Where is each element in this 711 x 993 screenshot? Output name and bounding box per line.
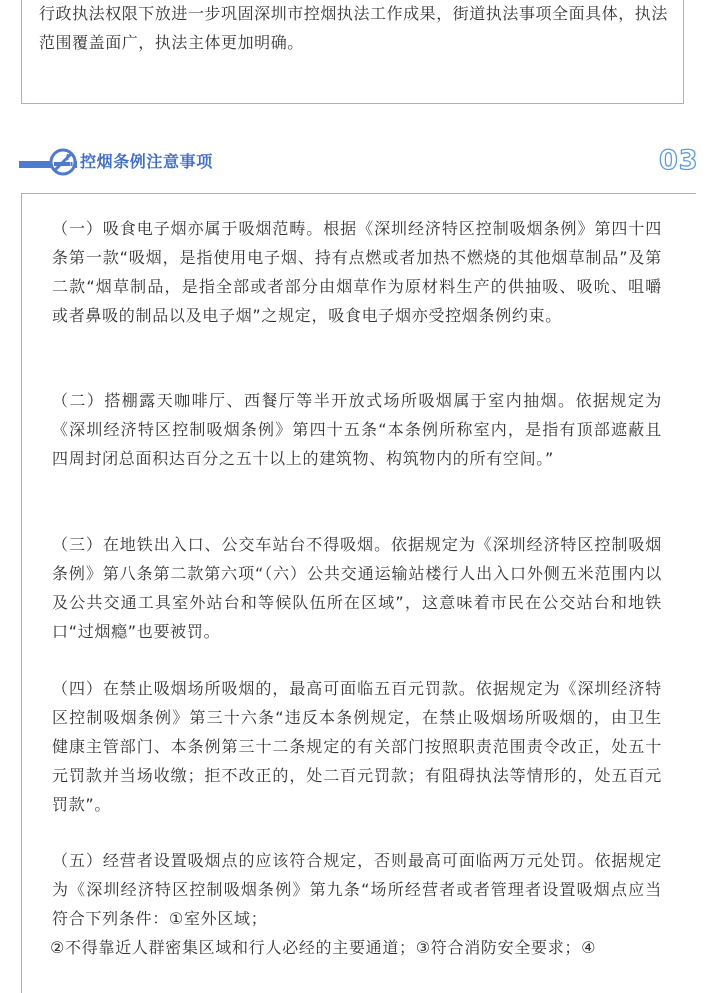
intro-paragraph: 行政执法权限下放进一步巩固深圳市控烟执法工作成果，街道执法事项全面具体，执法范围覆盖面广，执法主体更加明确。 bbox=[39, 4, 668, 52]
no-smoking-icon bbox=[48, 147, 78, 177]
paragraph-4: （四）在禁止吸烟场所吸烟的，最高可面临五百元罚款。依据规定为《深圳经济特区控制吸烟条例》第三十六条“违反本条例规定，在禁止吸烟场所吸烟的，由卫生健康主管部门、本条例第三十二条规定的有关部门按照职责范围责令改正，处五十元罚款并当场收缴；拒不改正的，处二百元罚款；有阻碍执法等情形的，处五百元罚款”。 bbox=[52, 679, 662, 814]
content-box bbox=[21, 193, 696, 993]
paragraph-2: （二）搭棚露天咖啡厅、西餐厅等半开放式场所吸烟属于室内抽烟。依据规定为《深圳经济特区控制吸烟条例》第四十五条“本条例所称室内，是指有顶部遮蔽且四周封闭总面积达百分之五十以上的建筑物、构筑物内的所有空间。” bbox=[52, 391, 662, 468]
intro-box bbox=[21, 0, 684, 104]
section-number: 03 bbox=[659, 145, 699, 176]
paragraph-1: （一）吸食电子烟亦属于吸烟范畴。根据《深圳经济特区控制吸烟条例》第四十四条第一款“吸烟，是指使用电子烟、持有点燃或者加热不燃烧的其他烟草制品”及第二款“烟草制品，是指全部或者部分由烟草作为原材料生产的供抽吸、吸吮、咀嚼或者鼻吸的制品以及电子烟”之规定，吸食电子烟亦受控烟条例约束。 bbox=[52, 219, 662, 325]
paragraph-6: ②不得靠近人群密集区域和行人必经的主要通道；③符合消防安全要求；④ bbox=[50, 938, 597, 957]
paragraph-5: （五）经营者设置吸烟点的应该符合规定，否则最高可面临两万元处罚。依据规定为《深圳经济特区控制吸烟条例》第九条“场所经营者或者管理者设置吸烟点应当符合下列条件：①室外区域； bbox=[52, 851, 662, 928]
section-title: 控烟条例注意事项 bbox=[80, 152, 213, 171]
paragraph-3: （三）在地铁出入口、公交车站台不得吸烟。依据规定为《深圳经济特区控制吸烟条例》第八条第二款第六项“（六）公共交通运输站楼行人出入口外侧五米范围内以及公共交通工具室外站台和等候队伍所在区域”，这意味着市民在公交站台和地铁口“过烟瘾”也要被罚。 bbox=[52, 535, 662, 641]
